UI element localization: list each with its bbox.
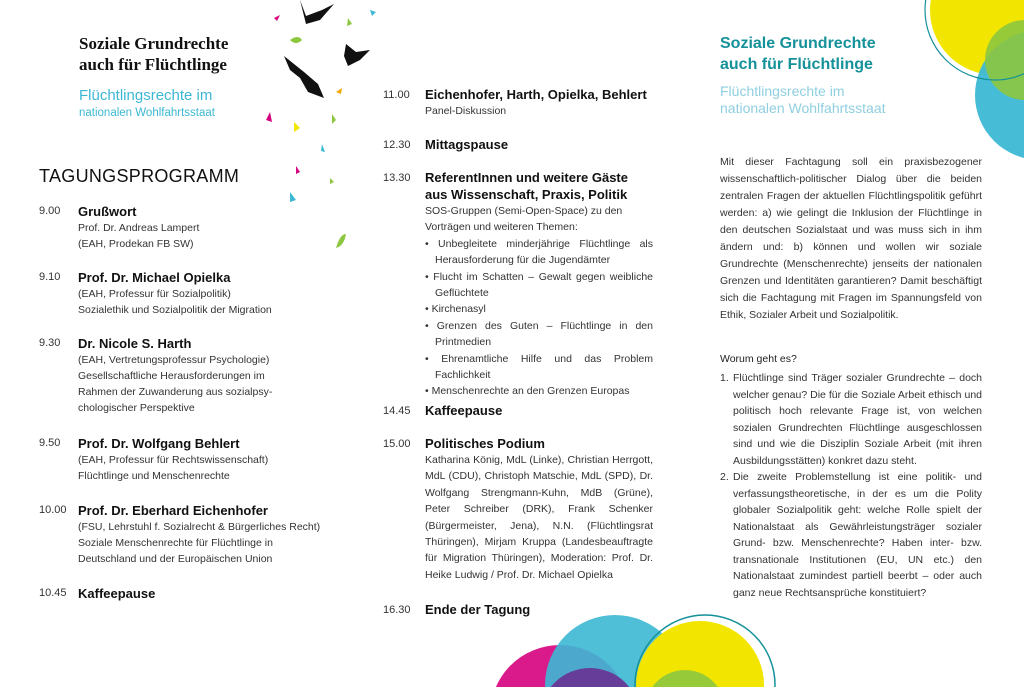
- entry-line: (EAH, Professur für Rechtswissenschaft): [78, 454, 269, 466]
- right-subtitle: [720, 83, 886, 117]
- entry-line: Flüchtlinge und Menschenrechte: [78, 470, 230, 482]
- topic-bullet: • Flucht im Schatten – Gewalt gegen weibliche Geflüchtete: [425, 270, 653, 300]
- right-title: [720, 33, 876, 75]
- entry-time: 9.50: [39, 437, 61, 449]
- leaf-icon: [321, 144, 325, 152]
- entry-line: SOS-Gruppen (Semi-Open-Space) zu den: [425, 205, 623, 217]
- entry-name: Ende der Tagung: [425, 602, 531, 617]
- entry-time: 12.30: [383, 139, 411, 151]
- list-number: 1.: [720, 372, 729, 384]
- entry-line: (EAH, Professur für Sozialpolitik): [78, 288, 231, 300]
- question-heading: Worum geht es?: [720, 353, 797, 365]
- entry-time: 10.00: [39, 504, 67, 516]
- left-panel: [0, 0, 345, 687]
- entry-line: Deutschland und der Europäischen Union: [78, 553, 273, 565]
- entry-time: 15.00: [383, 438, 411, 450]
- leaf-icon: [294, 122, 300, 132]
- entry-name: Grußwort: [78, 204, 137, 219]
- topic-bullet: • Menschenrechte an den Grenzen Europas: [425, 385, 630, 398]
- right-subtitle-line-2: nationalen Wohlfahrtsstaat: [720, 100, 886, 116]
- entry-time: 13.30: [383, 172, 411, 184]
- entry-name-line-1: ReferentInnen und weitere Gäste: [425, 170, 628, 185]
- right-subtitle-line-1: Flüchtlingsrechte im: [720, 83, 845, 99]
- entry-time: 14.45: [383, 405, 411, 417]
- entry-line: chologischer Perspektive: [78, 402, 195, 414]
- entry-time: 16.30: [383, 604, 411, 616]
- left-title-line-1: Soziale Grundrechte: [79, 34, 229, 53]
- left-title: [79, 33, 228, 75]
- leaf-icon: [266, 112, 272, 122]
- right-title-line-2: auch für Flüchtlinge: [720, 56, 873, 73]
- leaf-icon: [332, 114, 336, 124]
- bird-icon: [284, 56, 324, 98]
- question-list: [720, 370, 982, 601]
- right-panel: [685, 0, 1024, 687]
- entry-name: Kaffeepause: [425, 403, 503, 418]
- topic-bullet: • Kirchenasyl: [425, 303, 486, 316]
- entry-time: 9.00: [39, 205, 61, 217]
- leaf-icon: [274, 15, 280, 21]
- leaf-icon: [290, 192, 296, 202]
- entry-line: Panel-Diskussion: [425, 105, 507, 117]
- entry-line: Gesellschaftliche Herausforderungen im: [78, 370, 265, 382]
- entry-line: (FSU, Lehrstuhl f. Sozialrecht & Bürgerliches Recht): [78, 521, 321, 533]
- entry-line: Soziale Menschenrechte für Flüchtlinge in: [78, 537, 273, 549]
- entry-name-line-2: aus Wissenschaft, Praxis, Politik: [425, 187, 628, 202]
- left-subtitle-2: nationalen Wohlfahrtsstaat: [79, 107, 215, 119]
- entry-line: (EAH, Prodekan FB SW): [78, 238, 194, 250]
- entry-name: Dr. Nicole S. Harth: [78, 336, 192, 351]
- entry-line: Rahmen der Zuwanderung aus sozialpsy-: [78, 386, 273, 398]
- right-title-line-1: Soziale Grundrechte: [720, 35, 876, 52]
- list-text: Flüchtlinge sind Träger sozialer Grundrechte – doch welcher genau? Die für die Soziale Arbeit ethisch und politisch hoch relevante Frage ist, von welchen sozialen Grundrechten Flüchtlinge ausgeschlossen sind und wie die Disziplin Soziale Arbeit (mit ihren Ausbildungsstätten) konkret dazu steht.: [733, 372, 982, 467]
- list-text: Die zweite Problemstellung ist eine politik- und verfassungstheoretische, in der es um die Polity globaler Sozialpolitik geht: welche Rolle spielt der Nationalstaat als Gewährleistungsträger sozialer Grund- bzw. Menschenrechte? Haben inter- bzw. transnationale Institutionen (EU, UN etc.) den Nationalstaat zumindest partiell beerbt – oder auch ganz neue Rechtsansprüche konstituiert?: [733, 471, 982, 599]
- list-item: [720, 370, 982, 469]
- program-heading: TAGUNGSPROGRAMM: [39, 166, 240, 186]
- topic-bullet: • Ehrenamtliche Hilfe und das Problem Fachlichkeit: [425, 352, 653, 382]
- entry-name: Eichenhofer, Harth, Opielka, Behlert: [425, 87, 647, 102]
- entry-time: 9.10: [39, 271, 61, 283]
- entry-time: 9.30: [39, 337, 61, 349]
- left-title-line-2: auch für Flüchtlinge: [79, 55, 227, 74]
- entry-line: Vorträgen und weiteren Themen:: [425, 221, 578, 234]
- bird-icon: [300, 0, 334, 24]
- entry-name: Kaffeepause: [78, 586, 156, 601]
- entry-line: (EAH, Vertretungsprofessur Psychologie): [78, 354, 270, 366]
- podium-participants: Katharina König, MdL (Linke), Christian Herrgott, MdL (CDU), Christoph Matschie, MdL (SPD), Dr. Wolfgang Strengmann-Kuhn, MdB (Grüne), Peter Schreiber (DRK), Frank Schenker (Bürgermeister, Jena), N.N. (Flüchtlingsrat Thüringen), Mirjam Kruppa (Landesbeauftragte für Migration Thüringen), Moderation: Prof. Dr. Heike Ludwig / Prof. Dr. Michael Opielka: [425, 454, 653, 581]
- left-subtitle: Flüchtlingsrechte im: [79, 87, 213, 104]
- topic-bullet: • Unbegleitete minderjährige Flüchtlinge als Herausforderung für die Jugendämter: [425, 237, 653, 267]
- entry-name: Prof. Dr. Eberhard Eichenhofer: [78, 503, 268, 518]
- topic-bullet: • Grenzen des Guten – Flüchtlinge in den Printmedien: [425, 319, 653, 349]
- entry-time: 10.45: [39, 587, 67, 599]
- entry-name: Mittagspause: [425, 137, 509, 152]
- intro-paragraph: Mit dieser Fachtagung soll ein praxisbezogener wissenschaftlich-politischer Dialog über die beiden zentralen Fragen der aktuellen Flüchtlingspolitik geführt werden: a) wie gelingt die Inklusion der Flüchtlinge in den deutschen Sozialstaat und was muss sich in ihm ändern und: b) können und wollen wir soziale Grundrechte (Menschenrechte) jenseits der nationalen Grenzen und Identitäten garantieren? Damit beschäftigt sich die Fachtagung mit Fragen im Spannungsfeld von Ethik, Sozialer Arbeit und Sozialpolitik.: [720, 156, 982, 321]
- entry-line: Sozialethik und Sozialpolitik der Migration: [78, 304, 272, 316]
- list-item: [720, 469, 982, 601]
- entry-name: Prof. Dr. Michael Opielka: [78, 270, 231, 285]
- entry-time: 11.00: [383, 89, 410, 101]
- entry-name: Prof. Dr. Wolfgang Behlert: [78, 436, 240, 451]
- leaf-icon: [296, 166, 300, 174]
- entry-line: Prof. Dr. Andreas Lampert: [78, 222, 200, 234]
- leaf-icon: [330, 178, 334, 184]
- leaf-icon: [336, 88, 342, 94]
- list-number: 2.: [720, 471, 729, 483]
- middle-panel: [345, 0, 685, 687]
- entry-name: Politisches Podium: [425, 436, 545, 451]
- leaf-icon: [290, 37, 302, 43]
